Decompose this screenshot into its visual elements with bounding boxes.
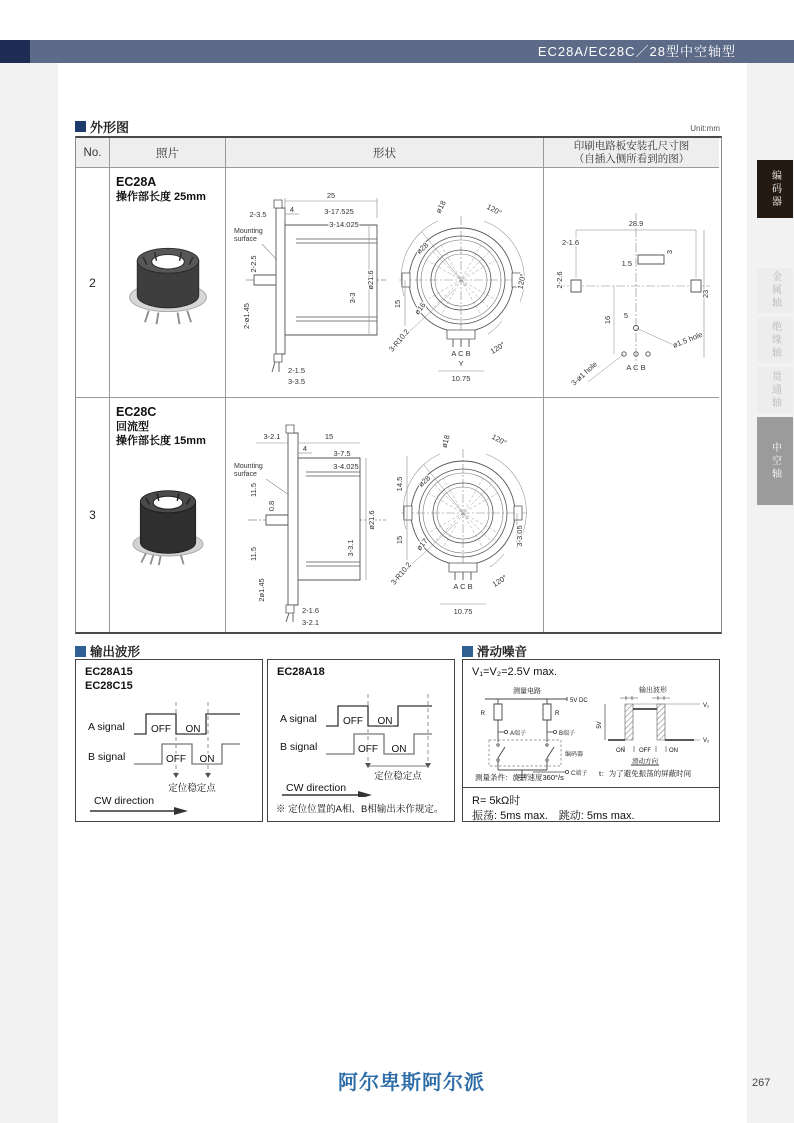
encoder-photo-image	[120, 230, 216, 330]
noise-waveform-diagram	[596, 684, 716, 774]
table-row-ec28c	[76, 398, 721, 632]
axis-5v-label: 5V	[597, 721, 603, 729]
outline-table	[75, 136, 722, 634]
off-label: OFF	[639, 748, 651, 754]
section-square-icon	[75, 646, 86, 657]
svg-text:ON: ON	[199, 754, 215, 765]
section-square-icon	[75, 121, 86, 132]
svg-text:3-2.1: 3-2.1	[263, 432, 281, 441]
svg-text:3: 3	[665, 249, 674, 255]
b-signal-label: B signal	[88, 751, 126, 763]
terminal-c-label: C端子	[571, 771, 588, 777]
svg-text:Mounting: Mounting	[234, 463, 263, 470]
sliding-direction-label: 滑动方向	[632, 758, 658, 765]
svg-text:10.75: 10.75	[453, 607, 473, 616]
pcb-cell-ec28a	[544, 168, 719, 398]
svg-text:3-4.025: 3-4.025	[333, 462, 359, 471]
svg-text:28.9: 28.9	[628, 219, 644, 228]
svg-text:0.8: 0.8	[267, 500, 276, 512]
encoder-photo-ec28a	[116, 230, 219, 330]
svg-text:ø18: ø18	[433, 199, 448, 215]
svg-text:ø28: ø28	[414, 240, 431, 256]
svg-text:15: 15	[393, 299, 402, 309]
cw-direction-label: CW direction	[94, 795, 155, 807]
noise-box-divider	[463, 787, 719, 788]
svg-text:14.5: 14.5	[395, 476, 404, 492]
photo-cell-ec28c	[110, 398, 226, 632]
svg-text:A C B: A C B	[451, 349, 471, 358]
outline-section-header	[75, 117, 129, 136]
svg-text:120°: 120°	[490, 572, 509, 589]
encoder-label: 编码器	[565, 752, 584, 758]
svg-text:5: 5	[623, 311, 629, 320]
pcb-cell-ec28c-empty	[544, 398, 719, 632]
model-desc: 回流型	[116, 421, 149, 433]
sidebar-tab-metal-shaft: 金属轴	[757, 268, 793, 313]
circuit-title: 测量电路	[513, 688, 541, 695]
row-no: 3	[76, 398, 110, 632]
svg-text:ø21.6: ø21.6	[366, 270, 375, 290]
table-header-row	[76, 138, 721, 168]
on-label: ON	[616, 748, 625, 754]
model-desc: 操作部长度 15mm	[116, 435, 206, 447]
noise-box	[462, 659, 720, 822]
svg-text:1.5: 1.5	[621, 259, 632, 268]
svg-text:A C B: A C B	[453, 582, 473, 591]
svg-text:ø18: ø18	[439, 433, 452, 449]
svg-text:3-17.525: 3-17.525	[324, 207, 354, 216]
measuring-circuit-diagram	[467, 684, 599, 784]
model-name: EC28A	[116, 175, 157, 189]
measuring-condition: 测量条件：旋转速度360°/s	[475, 773, 564, 782]
svg-text:ø1.5 hole: ø1.5 hole	[671, 329, 704, 350]
svg-text:3-ø1 hole: 3-ø1 hole	[569, 359, 599, 388]
svg-text:2-1.6: 2-1.6	[562, 238, 580, 247]
terminal-b-label: B端子	[559, 731, 576, 737]
svg-text:ON: ON	[377, 716, 393, 727]
waveform-diagram	[268, 682, 452, 797]
col-header-shape: 形状	[226, 138, 544, 168]
svg-text:3-3.5: 3-3.5	[288, 377, 306, 386]
page-number: 267	[752, 1077, 771, 1089]
svg-text:ON: ON	[391, 744, 407, 755]
sidebar-tab-encoder: 编码器	[757, 160, 793, 218]
svg-text:OFF: OFF	[166, 754, 186, 765]
resistor-label: R	[555, 711, 560, 717]
row-no: 2	[76, 168, 110, 398]
section-square-icon	[462, 646, 473, 657]
svg-text:OFF: OFF	[343, 716, 363, 727]
svg-text:3-3.05: 3-3.05	[515, 525, 524, 547]
svg-text:2-2.5: 2-2.5	[249, 255, 258, 273]
page-title: EC28A/EC28C／28型中空轴型	[30, 40, 794, 63]
svg-text:Y: Y	[458, 359, 464, 368]
svg-text:3-14.025: 3-14.025	[329, 220, 359, 229]
v1-label: V₁	[703, 703, 710, 709]
right-margin-strip	[747, 63, 794, 1123]
sidebar-tab-hollow-shaft: 中空轴	[757, 417, 793, 505]
svg-text:3-R10.2: 3-R10.2	[387, 327, 412, 354]
model-desc: 操作部长度 25mm	[116, 191, 206, 203]
sidebar-tab-insulated-shaft: 绝缘轴	[757, 317, 793, 363]
terminal-a-label: A端子	[510, 731, 527, 737]
header-corner-block	[0, 40, 30, 63]
left-margin-strip	[0, 63, 58, 1123]
svg-text:surface: surface	[234, 236, 257, 243]
cw-direction-label: CW direction	[286, 782, 347, 794]
svg-text:ON: ON	[185, 724, 201, 735]
noise-section-title: 滑动噪音	[477, 645, 528, 659]
photo-cell-ec28a	[110, 168, 226, 398]
col-header-no: No.	[76, 138, 110, 168]
waveform-model: EC28A15	[85, 666, 133, 678]
shape-cell-ec28a	[226, 168, 544, 398]
supply-label: 5V DC	[570, 698, 588, 704]
v2-label: V₂	[703, 738, 710, 744]
svg-text:OFF: OFF	[151, 724, 171, 735]
waveform-box-ec28a15	[75, 659, 263, 822]
svg-text:3-7.5: 3-7.5	[333, 449, 351, 458]
svg-text:A C B: A C B	[626, 363, 646, 372]
shape-drawing-ec28c	[226, 398, 544, 631]
encoder-photo-ec28c	[116, 474, 219, 570]
svg-text:120°: 120°	[488, 339, 507, 356]
svg-text:OFF: OFF	[358, 744, 378, 755]
outline-section-title: 外形图	[90, 120, 130, 135]
shape-drawing-ec28a	[226, 168, 544, 397]
svg-text:Mounting: Mounting	[234, 228, 263, 235]
svg-text:ø16: ø16	[412, 300, 428, 317]
svg-text:3-3: 3-3	[348, 292, 357, 304]
shape-cell-ec28c	[226, 398, 544, 632]
on-label: ON	[669, 748, 678, 754]
svg-text:ø28: ø28	[416, 473, 433, 489]
waveform-model: EC28A18	[277, 666, 325, 678]
waveform-note: ※ 定位位置的A相、B相输出未作规定。	[276, 804, 444, 815]
sidebar-tab-through-shaft: 贯通轴	[757, 367, 793, 413]
noise-note: t：为了避免振荡的屏蔽时间	[599, 769, 692, 778]
svg-text:4: 4	[302, 444, 308, 453]
svg-text:11.5: 11.5	[249, 546, 258, 562]
waveform-diagram	[76, 690, 260, 818]
noise-spec: 振荡: 5ms max. 跳动: 5ms max.	[472, 810, 635, 822]
pcb-drawing-ec28a	[544, 168, 719, 397]
table-row-ec28a	[76, 168, 721, 398]
waveform-section-title: 输出波形	[90, 645, 141, 659]
svg-text:3-2.1: 3-2.1	[302, 618, 320, 627]
svg-text:10.75: 10.75	[451, 374, 471, 383]
svg-text:16: 16	[603, 315, 612, 325]
waveform-box-ec28a18	[267, 659, 455, 822]
svg-text:3-R10.2: 3-R10.2	[389, 560, 414, 587]
svg-text:11.5: 11.5	[249, 482, 258, 498]
svg-text:15: 15	[324, 432, 334, 441]
svg-text:120°: 120°	[515, 272, 528, 291]
resistance-condition: R= 5kΩ时	[472, 795, 521, 807]
brand-logo-text: 阿尔卑斯阿尔派	[338, 1072, 485, 1094]
svg-text:23: 23	[701, 289, 710, 299]
svg-text:15: 15	[395, 535, 404, 545]
waveform-section-header	[75, 642, 140, 660]
svg-text:25: 25	[326, 191, 336, 200]
svg-text:2-3.5: 2-3.5	[249, 210, 267, 219]
svg-text:120°: 120°	[490, 432, 509, 448]
svg-text:2-1.6: 2-1.6	[302, 606, 320, 615]
a-signal-label: A signal	[88, 721, 125, 733]
noise-section-header	[462, 642, 527, 660]
encoder-photo-image	[122, 474, 214, 570]
svg-text:2ø1.45: 2ø1.45	[257, 578, 266, 602]
noise-wave-title: 输出波形	[639, 687, 667, 694]
col-header-photo: 照片	[110, 138, 226, 168]
stable-point-label: 定位稳定点	[374, 771, 422, 782]
resistor-label: R	[480, 711, 485, 717]
svg-text:surface: surface	[234, 471, 257, 478]
svg-text:ø17: ø17	[414, 536, 430, 553]
svg-text:2-1.5: 2-1.5	[288, 366, 306, 375]
unit-label: Unit:mm	[690, 124, 720, 133]
model-name: EC28C	[116, 405, 157, 419]
svg-text:3-3.1: 3-3.1	[346, 539, 355, 557]
noise-vmax: V₁=V₂=2.5V max.	[472, 666, 558, 678]
svg-text:2-ø1.45: 2-ø1.45	[242, 303, 251, 329]
a-signal-label: A signal	[280, 713, 317, 725]
stable-point-label: 定位稳定点	[168, 783, 216, 794]
b-signal-label: B signal	[280, 741, 318, 753]
svg-text:120°: 120°	[485, 202, 504, 218]
svg-text:2-2.6: 2-2.6	[555, 271, 564, 289]
waveform-model: EC28C15	[85, 679, 133, 692]
svg-text:ø21.6: ø21.6	[367, 510, 376, 530]
svg-text:4: 4	[289, 205, 295, 214]
col-header-pcb: 印刷电路板安装孔尺寸图 （自插入侧所看到的图）	[544, 138, 719, 168]
